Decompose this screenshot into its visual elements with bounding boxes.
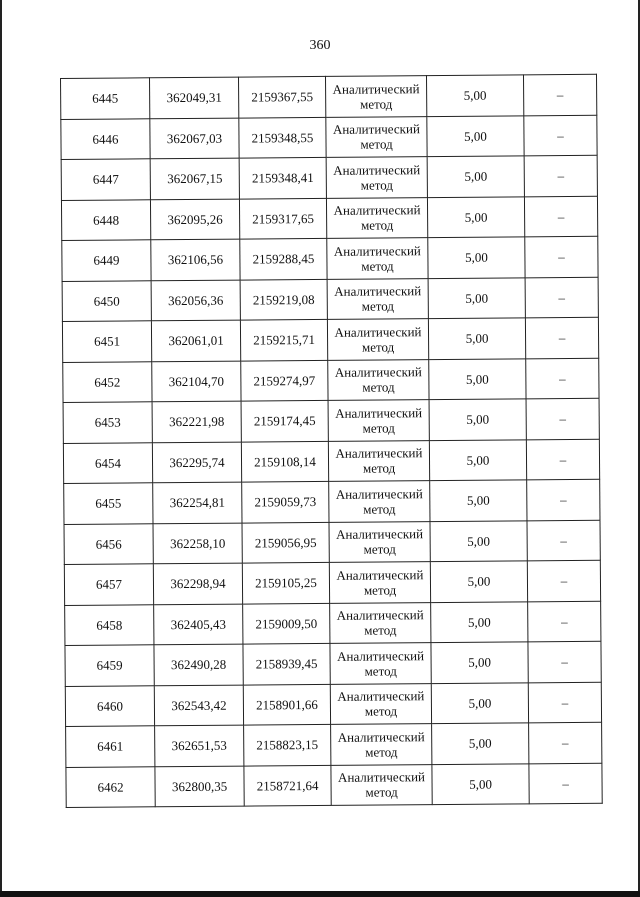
method-cell (331, 764, 432, 805)
note-cell: – (526, 439, 599, 480)
point-number-cell: 6461 (66, 726, 155, 767)
method-cell (331, 724, 432, 765)
method-cell (327, 238, 428, 279)
x-coordinate-cell: 362490,28 (154, 644, 243, 685)
table-row (61, 196, 597, 241)
method-line-2: метод (364, 663, 397, 679)
y-coordinate-cell: 2159288,45 (240, 238, 327, 279)
note-cell: – (527, 560, 600, 601)
table-row (65, 682, 601, 727)
note-cell: – (527, 520, 600, 561)
y-coordinate-cell: 2159348,41 (239, 157, 326, 198)
x-coordinate-cell: 362258,10 (153, 523, 242, 564)
y-coordinate-cell: 2158823,15 (244, 724, 331, 765)
table-row (61, 155, 597, 200)
note-cell: – (528, 641, 601, 682)
point-number-cell: 6455 (64, 483, 153, 524)
method-line-1: Аналитический (336, 526, 424, 543)
table-row (66, 763, 602, 808)
method-line-1: Аналитический (332, 121, 420, 138)
accuracy-cell: 5,00 (428, 277, 525, 318)
y-coordinate-cell: 2159056,95 (242, 522, 329, 563)
table-row (65, 641, 601, 686)
accuracy-cell: 5,00 (431, 642, 528, 683)
accuracy-cell: 5,00 (429, 439, 526, 480)
y-coordinate-cell: 2159348,55 (239, 117, 326, 158)
x-coordinate-cell: 362056,36 (151, 280, 240, 321)
method-line-1: Аналитический (336, 566, 424, 583)
method-cell (329, 481, 430, 522)
note-cell: – (524, 115, 597, 156)
method-line-2: метод (361, 339, 395, 355)
point-number-cell: 6460 (65, 685, 154, 726)
method-line-1: Аналитический (335, 485, 423, 502)
method-cell (329, 521, 430, 562)
note-cell: – (529, 722, 602, 763)
note-cell: – (524, 196, 597, 237)
method-line-1: Аналитический (336, 607, 424, 624)
method-line-2: метод (361, 258, 394, 274)
x-coordinate-cell: 362298,94 (153, 563, 242, 604)
table-row (63, 439, 599, 484)
method-cell (330, 602, 431, 643)
x-coordinate-cell: 362061,01 (151, 320, 240, 361)
y-coordinate-cell: 2159009,50 (243, 603, 330, 644)
note-cell: – (527, 479, 600, 520)
y-coordinate-cell: 2159059,73 (242, 481, 329, 522)
accuracy-cell: 5,00 (430, 561, 527, 602)
accuracy-cell: 5,00 (427, 156, 524, 197)
accuracy-cell: 5,00 (430, 520, 527, 561)
point-number-cell: 6459 (65, 645, 154, 686)
y-coordinate-cell: 2159105,25 (242, 562, 329, 603)
y-coordinate-cell: 2159274,97 (241, 360, 328, 401)
note-cell: – (528, 682, 601, 723)
point-number-cell: 6454 (63, 442, 152, 483)
note-cell: – (526, 398, 599, 439)
method-line-2: метод (362, 420, 395, 436)
y-coordinate-cell: 2159219,08 (240, 279, 327, 320)
method-line-1: Аналитический (332, 80, 420, 97)
note-cell: – (523, 74, 596, 115)
accuracy-cell: 5,00 (427, 115, 524, 156)
accuracy-cell: 5,00 (432, 763, 529, 804)
table-row (62, 317, 598, 362)
table-row (62, 277, 598, 322)
accuracy-cell: 5,00 (427, 196, 524, 237)
point-number-cell: 6456 (64, 523, 153, 564)
table-row (61, 74, 597, 119)
x-coordinate-cell: 362104,70 (152, 361, 241, 402)
note-cell: – (525, 277, 598, 318)
method-line-2: метод (363, 541, 396, 557)
method-line-2: метод (365, 744, 398, 760)
method-cell (329, 562, 430, 603)
method-line-1: Аналитический (334, 323, 422, 340)
accuracy-cell: 5,00 (428, 237, 525, 278)
point-number-cell: 6457 (64, 564, 153, 605)
method-cell (326, 116, 427, 157)
note-cell: – (526, 358, 599, 399)
table-body (61, 74, 603, 807)
method-line-1: Аналитический (335, 404, 423, 421)
y-coordinate-cell: 2159317,65 (239, 198, 326, 239)
method-line-1: Аналитический (333, 161, 421, 178)
table-row (64, 560, 600, 605)
x-coordinate-cell: 362800,35 (155, 766, 244, 807)
accuracy-cell: 5,00 (429, 399, 526, 440)
method-line-2: метод (361, 298, 394, 314)
x-coordinate-cell: 362651,53 (155, 725, 244, 766)
table-row (63, 398, 599, 443)
method-line-2: метод (360, 136, 393, 152)
coordinates-table (60, 74, 603, 808)
accuracy-cell: 5,00 (431, 601, 528, 642)
method-line-2: метод (360, 96, 393, 112)
method-line-2: метод (362, 379, 395, 395)
scan-bottom-edge (0, 891, 640, 897)
table-row (64, 520, 600, 565)
point-number-cell: 6452 (63, 361, 152, 402)
method-line-1: Аналитический (337, 688, 425, 705)
accuracy-cell: 5,00 (431, 682, 528, 723)
method-cell (330, 683, 431, 724)
method-line-1: Аналитический (335, 445, 423, 462)
x-coordinate-cell: 362543,42 (154, 685, 243, 726)
method-cell (327, 278, 428, 319)
note-cell: – (525, 317, 598, 358)
x-coordinate-cell: 362405,43 (154, 604, 243, 645)
method-cell (328, 400, 429, 441)
point-number-cell: 6446 (61, 118, 150, 159)
y-coordinate-cell: 2158901,66 (243, 684, 330, 725)
method-cell (328, 440, 429, 481)
y-coordinate-cell: 2158939,45 (243, 643, 330, 684)
method-cell (330, 643, 431, 684)
x-coordinate-cell: 362221,98 (152, 401, 241, 442)
x-coordinate-cell: 362067,15 (150, 158, 239, 199)
method-line-1: Аналитический (337, 647, 425, 664)
point-number-cell: 6462 (66, 766, 155, 807)
point-number-cell: 6445 (61, 78, 150, 119)
table-row (66, 722, 602, 767)
method-line-1: Аналитический (333, 202, 421, 219)
accuracy-cell: 5,00 (428, 318, 525, 359)
x-coordinate-cell: 362295,74 (152, 442, 241, 483)
table-row (63, 358, 599, 403)
x-coordinate-cell: 362067,03 (150, 118, 239, 159)
method-line-2: метод (363, 501, 396, 517)
point-number-cell: 6449 (62, 240, 151, 281)
point-number-cell: 6453 (63, 402, 152, 443)
method-cell (325, 76, 426, 117)
x-coordinate-cell: 362254,81 (153, 482, 242, 523)
note-cell: – (524, 155, 597, 196)
point-number-cell: 6451 (62, 321, 151, 362)
method-cell (328, 359, 429, 400)
accuracy-cell: 5,00 (430, 480, 527, 521)
table-row (65, 601, 601, 646)
y-coordinate-cell: 2159108,14 (241, 441, 328, 482)
method-line-1: Аналитический (337, 728, 425, 745)
method-line-1: Аналитический (334, 283, 422, 300)
point-number-cell: 6458 (65, 604, 154, 645)
method-line-2: метод (364, 622, 397, 638)
method-cell (327, 319, 428, 360)
accuracy-cell: 5,00 (429, 358, 526, 399)
accuracy-cell: 5,00 (432, 723, 529, 764)
method-line-2: метод (360, 177, 394, 193)
table-row (64, 479, 600, 524)
method-cell (326, 157, 427, 198)
method-line-1: Аналитический (333, 242, 421, 259)
method-line-2: метод (362, 460, 396, 476)
x-coordinate-cell: 362106,56 (151, 239, 240, 280)
page-number: 360 (309, 38, 331, 53)
y-coordinate-cell: 2159215,71 (240, 319, 327, 360)
x-coordinate-cell: 362049,31 (150, 77, 239, 118)
y-coordinate-cell: 2159174,45 (241, 400, 328, 441)
x-coordinate-cell: 362095,26 (150, 199, 239, 240)
accuracy-cell: 5,00 (426, 75, 523, 116)
note-cell: – (528, 601, 601, 642)
note-cell: – (525, 236, 598, 277)
y-coordinate-cell: 2158721,64 (244, 765, 331, 806)
table-row (62, 236, 598, 281)
method-line-1: Аналитический (334, 364, 422, 381)
table-row (61, 115, 597, 160)
note-cell: – (529, 763, 602, 804)
point-number-cell: 6450 (62, 280, 151, 321)
point-number-cell: 6448 (61, 199, 150, 240)
method-cell (326, 197, 427, 238)
method-line-2: метод (364, 703, 398, 719)
method-line-1: Аналитический (337, 769, 426, 786)
method-line-2: метод (360, 217, 394, 233)
y-coordinate-cell: 2159367,55 (238, 76, 325, 117)
method-line-2: метод (365, 784, 398, 800)
method-line-2: метод (363, 582, 397, 598)
point-number-cell: 6447 (61, 159, 150, 200)
